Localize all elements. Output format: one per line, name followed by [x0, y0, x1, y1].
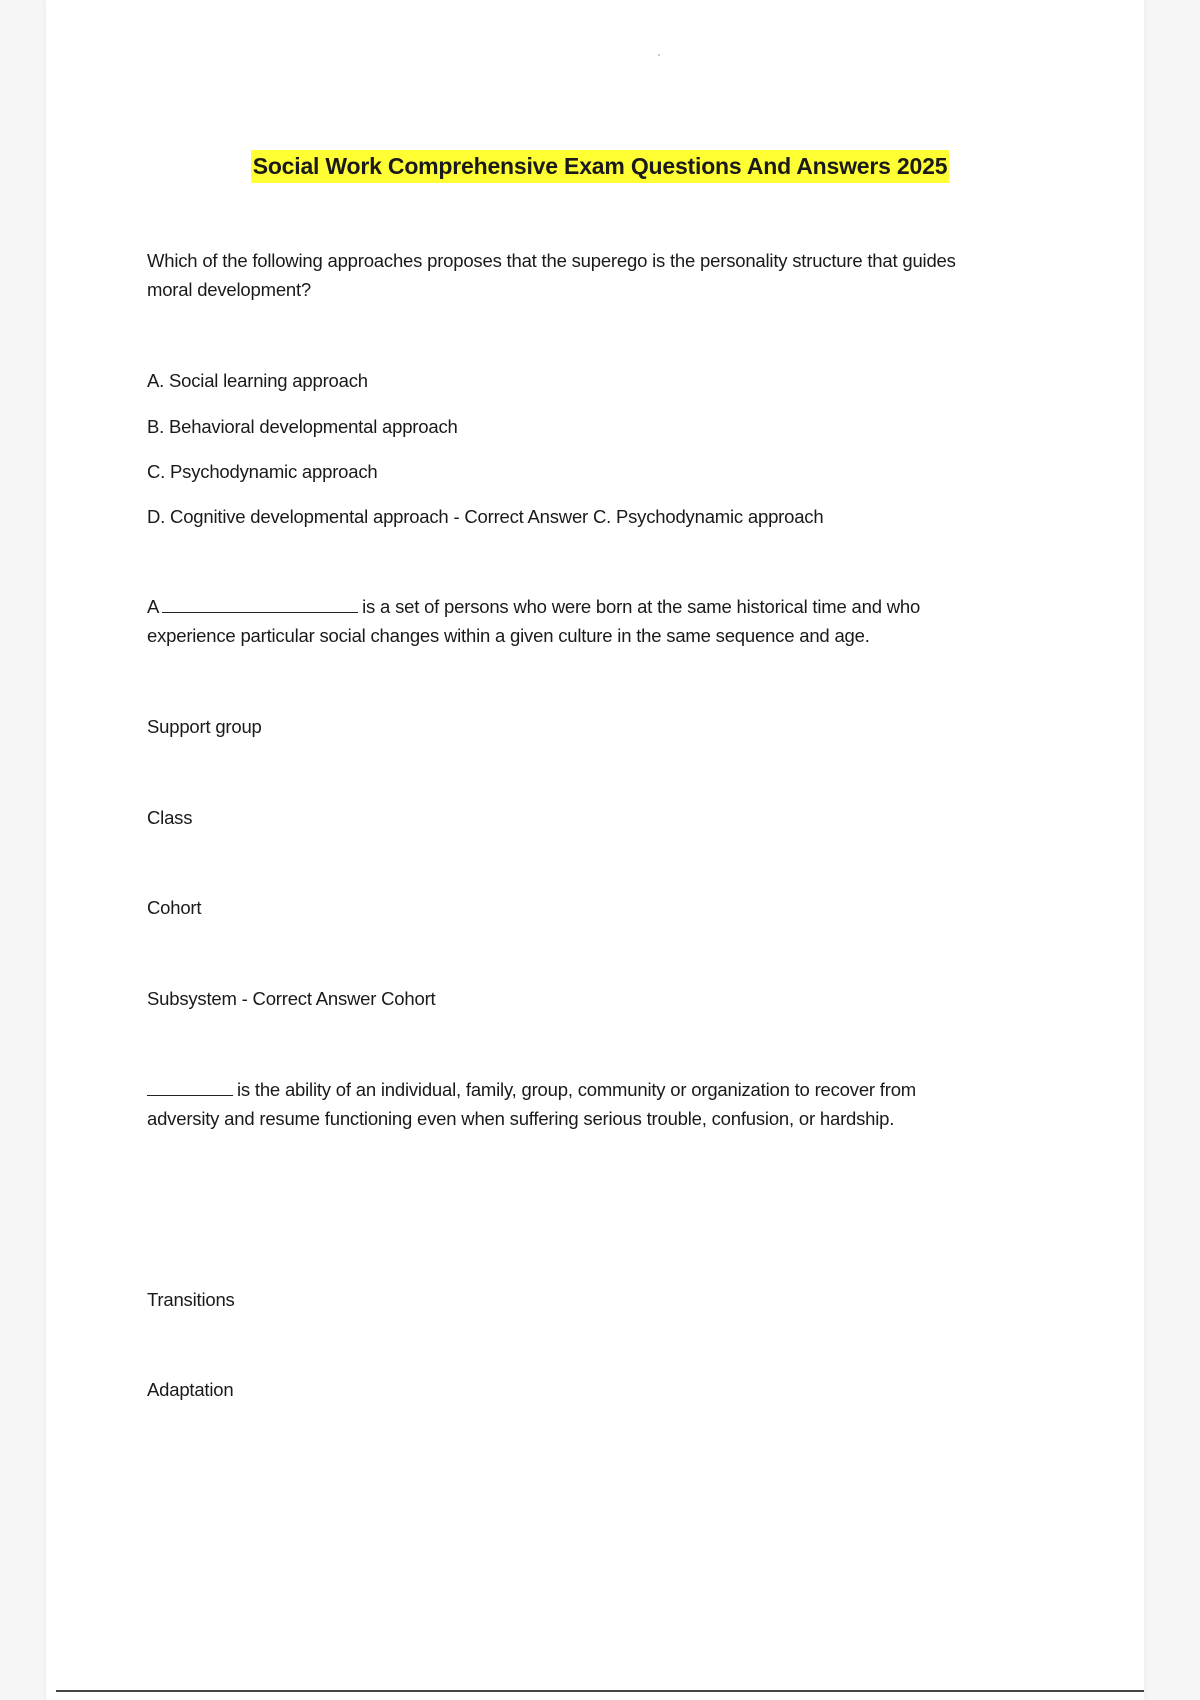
q1-option-b: B. Behavioral developmental approach	[147, 416, 458, 437]
fill-in-blank	[162, 594, 358, 613]
q3-option-2: Adaptation	[147, 1379, 234, 1400]
q2-option-4-answer: Subsystem - Correct Answer Cohort	[147, 988, 436, 1009]
page-mark	[658, 54, 660, 56]
q3-option-1: Transitions	[147, 1289, 235, 1310]
q2-question-line-2: experience particular social changes within a given culture in the same sequence and age.	[147, 625, 870, 646]
page-bottom-rule	[56, 1690, 1144, 1692]
q1-option-a: A. Social learning approach	[147, 370, 368, 391]
document-title: Social Work Comprehensive Exam Questions And Answers 2025	[251, 150, 950, 183]
q1-question-line-2: moral development?	[147, 279, 312, 300]
q2-option-3: Cohort	[147, 897, 202, 918]
q2-prefix: A	[147, 596, 160, 617]
q1-question-line-1: Which of the following approaches proposes that the superego is the personality structure that guides	[147, 250, 956, 271]
fill-in-blank	[147, 1077, 233, 1096]
q2-question-line-1	[147, 592, 920, 621]
title-container	[0, 150, 1200, 183]
q2-option-1: Support group	[147, 716, 262, 737]
q3-line-1-text: is the ability of an individual, family, group, community or organization to recover from	[237, 1079, 917, 1100]
q1-option-d-answer: D. Cognitive developmental approach - Correct Answer C. Psychodynamic approach	[147, 506, 824, 527]
q2-option-2: Class	[147, 807, 193, 828]
q3-question-line-1	[147, 1075, 916, 1104]
q3-question-line-2: adversity and resume functioning even when suffering serious trouble, confusion, or hardship.	[147, 1108, 895, 1129]
q1-option-c: C. Psychodynamic approach	[147, 461, 378, 482]
q2-line-1-text: is a set of persons who were born at the same historical time and who	[362, 596, 921, 617]
